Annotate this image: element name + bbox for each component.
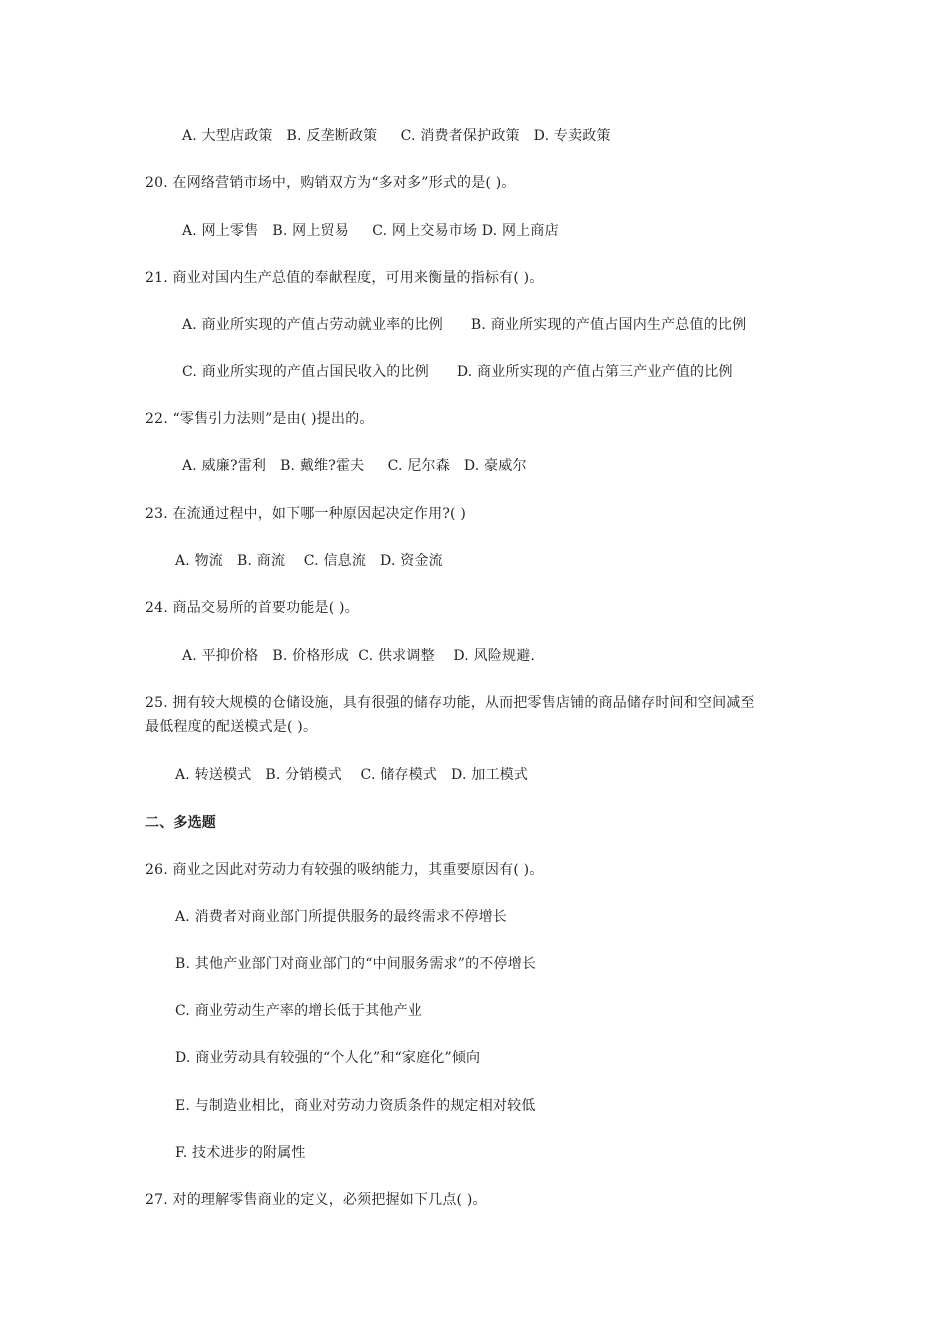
q26-question: 26. 商业之因此对劳动力有较强的吸纳能力，其重要原因有( )。: [145, 862, 544, 878]
q26-option-d: D. 商业劳动具有较强的“个人化”和“家庭化”倾向: [175, 1050, 481, 1066]
q23-options: A. 物流 B. 商流 C. 信息流 D. 资金流: [175, 553, 443, 569]
q26-option-e: E. 与制造业相比，商业对劳动力资质条件的规定相对较低: [175, 1098, 536, 1114]
q24-options: A. 平抑价格 B. 价格形成 C. 供求调整 D. 风险规避.: [182, 648, 536, 664]
q24-question: 24. 商品交易所的首要功能是( )。: [145, 600, 359, 616]
q25-options: A. 转送模式 B. 分销模式 C. 储存模式 D. 加工模式: [175, 767, 529, 783]
q26-option-b: B. 其他产业部门对商业部门的“中间服务需求”的不停增长: [175, 956, 537, 972]
q22-options: A. 威廉?雷利 B. 戴维?霍夫 C. 尼尔森 D. 豪威尔: [182, 458, 527, 474]
q20-question: 20. 在网络营销市场中，购销双方为“多对多”形式的是( )。: [145, 175, 516, 191]
q25-question-line1: 25. 拥有较大规模的仓储设施，具有很强的储存功能，从而把零售店铺的商品储存时间和空间减至: [145, 695, 755, 711]
q25-question-line2: 最低程度的配送模式是( )。: [145, 719, 318, 735]
q26-option-f: F. 技术进步的附属性: [175, 1145, 306, 1161]
q27-question: 27. 对的理解零售商业的定义，必须把握如下几点( )。: [145, 1192, 487, 1208]
q21-options-ab: A. 商业所实现的产值占劳动就业率的比例 B. 商业所实现的产值占国内生产总值的比例: [182, 317, 747, 333]
q23-question: 23. 在流通过程中，如下哪一种原因起决定作用?( ): [145, 506, 466, 522]
q22-question: 22. “零售引力法则”是由( )提出的。: [145, 411, 374, 427]
q26-option-a: A. 消费者对商业部门所提供服务的最终需求不停增长: [175, 909, 508, 925]
q21-options-cd: C. 商业所实现的产值占国民收入的比例 D. 商业所实现的产值占第三产业产值的比例: [182, 364, 733, 380]
q19-options: A. 大型店政策 B. 反垄断政策 C. 消费者保护政策 D. 专卖政策: [182, 128, 611, 144]
q21-question: 21. 商业对国内生产总值的奉献程度，可用来衡量的指标有( )。: [145, 270, 544, 286]
section-heading-multiple-choice: 二、多选题: [145, 815, 216, 831]
q26-option-c: C. 商业劳动生产率的增长低于其他产业: [175, 1003, 422, 1019]
q20-options: A. 网上零售 B. 网上贸易 C. 网上交易市场 D. 网上商店: [182, 223, 559, 239]
